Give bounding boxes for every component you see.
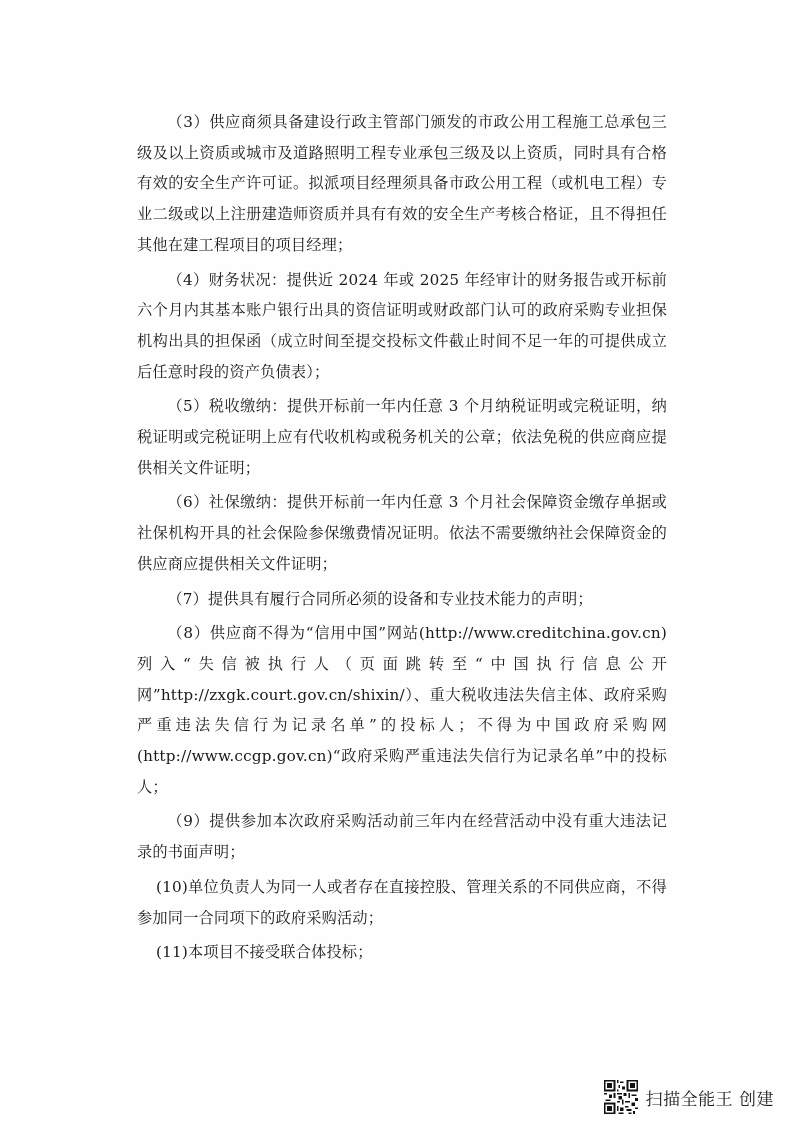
scanner-watermark-text: 扫描全能王 创建: [645, 1089, 774, 1110]
paragraph-7: （7）提供具有履行合同所必须的设备和专业技术能力的声明；: [167, 589, 593, 608]
qr-code-icon: [604, 1080, 638, 1114]
scanner-watermark: [604, 1080, 774, 1114]
paragraph-8: （8）供应商不得为“信用中国”网站(http://www.creditchina.gov.cn)列入“失信被执行人（页面跳转至“中国执行信息公开网”http://zxgk.court.gov.cn/shixin/）、重大税收违法失信主体、政府采购严重违法失信行为记录名单”的投标人；不得为中国政府采购网(http://www.ccgp.gov.cn)“政府采购严重违法失信行为记录名单”中的投标人；: [137, 624, 667, 796]
document-body: [137, 107, 667, 972]
paragraph-4: （4）财务状况：提供近 2024 年或 2025 年经审计的财务报告或开标前六个月内其基本账户银行出具的资信证明或财政部门认可的政府采购专业担保机构出具的担保函（成立时间至提交投标文件截止时间不足一年的可提供成立后任意时段的资产负债表）；: [137, 270, 667, 381]
paragraph-3: （3）供应商须具备建设行政主管部门颁发的市政公用工程施工总承包三级及以上资质或城市及道路照明工程专业承包三级及以上资质，同时具有合格有效的安全生产许可证。拟派项目经理须具备市政公用工程（或机电工程）专业二级或以上注册建造师资质并具有有效的安全生产考核合格证，且不得担任其他在建工程项目的项目经理；: [137, 113, 667, 254]
paragraph-10: (10)单位负责人为同一人或者存在直接控股、管理关系的不同供应商，不得参加同一合同项下的政府采购活动；: [137, 877, 667, 927]
paragraph-6: （6）社保缴纳：提供开标前一年内任意 3 个月社会保障资金缴存单据或社保机构开具的社会保险参保缴费情况证明。依法不需要缴纳社会保障资金的供应商应提供相关文件证明；: [137, 493, 667, 573]
paragraph-9: （9）提供参加本次政府采购活动前三年内在经营活动中没有重大违法记录的书面声明；: [137, 812, 667, 862]
paragraph-5: （5）税收缴纳：提供开标前一年内任意 3 个月纳税证明或完税证明，纳税证明或完税证明上应有代收机构或税务机关的公章；依法免税的供应商应提供相关文件证明；: [137, 397, 667, 477]
paragraph-11: (11)本项目不接受联合体投标；: [156, 943, 373, 962]
